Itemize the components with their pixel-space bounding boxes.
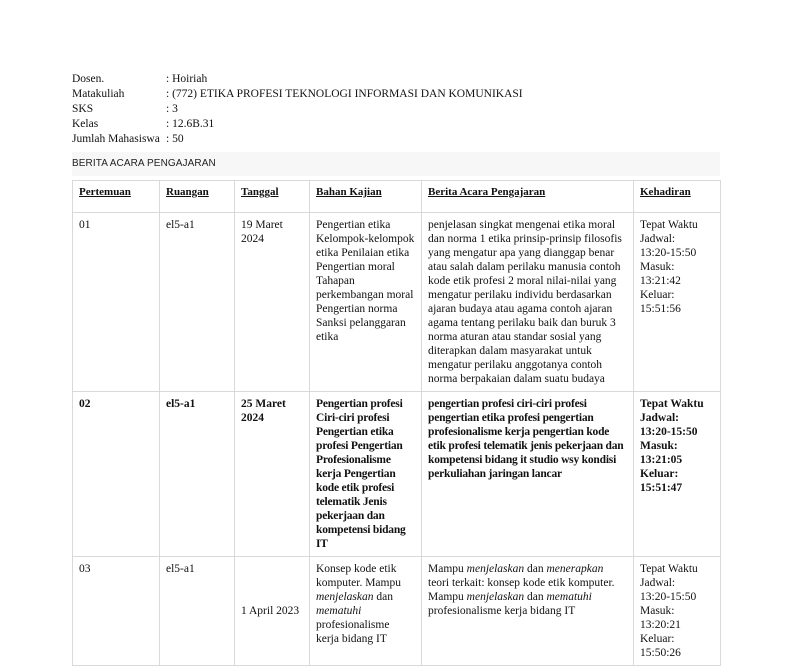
attendance-masuk: 13:21:42 bbox=[640, 275, 681, 287]
cell-berita-acara: penjelasan singkat mengenai etika moral dan norma 1 etika prinsip-prinsip filosofis yang mengatur apa yang dianggap benar atau salah dalam perilaku manusia contoh kode etik profesi 2 moral nilai-nilai yang mengatur perilaku individu berdasarkan ajaran budaya atau agama contoh ajaran agama tentang perilaku baik dan buruk 3 norma aturan atau standar sosial yang diterapkan dalam masyarakat untuk mengatur perilaku anggotanya contoh norma berpakaian dalam suatu budaya bbox=[422, 213, 634, 392]
berita-emph-menerapkan: menerapkan bbox=[546, 563, 604, 575]
attendance-masuk-label: Masuk: bbox=[640, 605, 675, 617]
sks-value: : 3 bbox=[166, 103, 178, 115]
attendance-masuk: 13:20:21 bbox=[640, 619, 681, 631]
cell-bahan-kajian: Pengertian etika Kelompok-kelompok etika Penilaian etika Pengertian moral Tahapan perkembangan moral Pengertian norma Sanksi pelanggaran etika bbox=[310, 213, 422, 392]
attendance-status: Tepat Waktu bbox=[640, 398, 704, 410]
jumlah-label: Jumlah Mahasiswa bbox=[72, 133, 160, 145]
info-row-kelas bbox=[72, 117, 523, 132]
attendance-jadwal: 13:20-15:50 bbox=[640, 247, 697, 259]
attendance-jadwal: 13:20-15:50 bbox=[640, 591, 697, 603]
berita-text-4: dan bbox=[524, 591, 547, 603]
dosen-label: Dosen. bbox=[72, 73, 105, 85]
cell-kehadiran bbox=[634, 213, 721, 392]
info-row-jumlah bbox=[72, 132, 523, 147]
info-row-matakuliah bbox=[72, 87, 523, 102]
attendance-keluar: 15:51:56 bbox=[640, 303, 681, 315]
bahan-text-2: dan bbox=[373, 591, 393, 603]
bahan-emph-menjelaskan: menjelaskan bbox=[316, 591, 374, 603]
attendance-status: Tepat Waktu bbox=[640, 563, 698, 575]
attendance-jadwal-label: Jadwal: bbox=[640, 233, 676, 245]
cell-pertemuan: 02 bbox=[73, 392, 160, 557]
course-info bbox=[72, 72, 523, 147]
attendance-masuk-label: Masuk: bbox=[640, 440, 678, 452]
attendance-keluar-label: Keluar: bbox=[640, 633, 675, 645]
berita-emph-mematuhi: mematuhi bbox=[546, 591, 592, 603]
berita-emph-menjelaskan: menjelaskan bbox=[466, 563, 525, 575]
attendance-jadwal-label: Jadwal: bbox=[640, 412, 679, 424]
info-row-dosen bbox=[72, 72, 523, 87]
cell-ruangan: el5-a1 bbox=[160, 557, 235, 666]
section-title: BERITA ACARA PENGAJARAN bbox=[72, 158, 216, 169]
jumlah-value: : 50 bbox=[166, 133, 184, 145]
cell-kehadiran bbox=[634, 557, 721, 666]
sks-label: SKS bbox=[72, 103, 94, 115]
kelas-label: Kelas bbox=[72, 118, 99, 130]
cell-tanggal: 19 Maret 2024 bbox=[235, 213, 310, 392]
cell-berita-acara bbox=[422, 557, 634, 666]
kelas-value: : 12.6B.31 bbox=[166, 118, 215, 130]
attendance-keluar-label: Keluar: bbox=[640, 468, 679, 480]
bahan-emph-mematuhi: mematuhi bbox=[316, 605, 362, 617]
attendance-masuk-label: Masuk: bbox=[640, 261, 675, 273]
cell-pertemuan: 01 bbox=[73, 213, 160, 392]
cell-bahan-kajian: Pengertian profesi Ciri-ciri profesi Pengertian etika profesi Pengertian Profesionalisme kerja Pengertian kode etik profesi telematik Jenis pekerjaan dan kompetensi bidang IT bbox=[310, 392, 422, 557]
cell-ruangan: el5-a1 bbox=[160, 392, 235, 557]
attendance-masuk: 13:21:05 bbox=[640, 454, 683, 466]
cell-tanggal: 25 Maret 2024 bbox=[235, 392, 310, 557]
table-row bbox=[73, 392, 721, 557]
bahan-text-3: profesionalisme kerja bidang IT bbox=[316, 619, 390, 645]
berita-text-3: teori terkait: konsep kode etik komputer. Mampu bbox=[428, 577, 615, 603]
cell-bahan-kajian bbox=[310, 557, 422, 666]
berita-text-5: profesionalisme kerja bidang IT bbox=[428, 605, 576, 617]
attendance-keluar: 15:51:47 bbox=[640, 482, 683, 494]
info-row-sks bbox=[72, 102, 523, 117]
table-row bbox=[73, 557, 721, 666]
attendance-keluar-label: Keluar: bbox=[640, 289, 675, 301]
table-header-row bbox=[73, 181, 721, 213]
berita-text-1: Mampu bbox=[428, 563, 467, 575]
dosen-value: : Hoiriah bbox=[166, 73, 208, 85]
header-ruangan: Ruangan bbox=[160, 181, 235, 213]
cell-pertemuan: 03 bbox=[73, 557, 160, 666]
berita-text-2: dan bbox=[524, 563, 547, 575]
berita-emph-menjelaskan-2: menjelaskan bbox=[466, 591, 525, 603]
header-kehadiran: Kehadiran bbox=[634, 181, 721, 213]
attendance-jadwal-label: Jadwal: bbox=[640, 577, 676, 589]
table-row bbox=[73, 213, 721, 392]
attendance-jadwal: 13:20-15:50 bbox=[640, 426, 698, 438]
cell-berita-acara: pengertian profesi ciri-ciri profesi pengertian etika profesi pengertian profesionalisme kerja pengertian kode etik profesi telematik jenis pekerjaan dan kompetensi bidang it studio wsy kondisi perkuliahan jaringan lancar bbox=[422, 392, 634, 557]
header-berita-acara: Berita Acara Pengajaran bbox=[422, 181, 634, 213]
cell-ruangan: el5-a1 bbox=[160, 213, 235, 392]
teaching-report-table bbox=[72, 180, 721, 666]
section-header bbox=[72, 152, 720, 176]
matakuliah-value: : (772) ETIKA PROFESI TEKNOLOGI INFORMASI DAN KOMUNIKASI bbox=[166, 88, 523, 100]
header-bahan-kajian: Bahan Kajian bbox=[310, 181, 422, 213]
attendance-keluar: 15:50:26 bbox=[640, 647, 681, 659]
header-pertemuan: Pertemuan bbox=[73, 181, 160, 213]
attendance-status: Tepat Waktu bbox=[640, 219, 698, 231]
cell-kehadiran bbox=[634, 392, 721, 557]
bahan-text-1: Konsep kode etik komputer. Mampu bbox=[316, 563, 401, 589]
header-tanggal: Tanggal bbox=[235, 181, 310, 213]
cell-tanggal: 1 April 2023 bbox=[235, 557, 310, 666]
matakuliah-label: Matakuliah bbox=[72, 88, 125, 100]
